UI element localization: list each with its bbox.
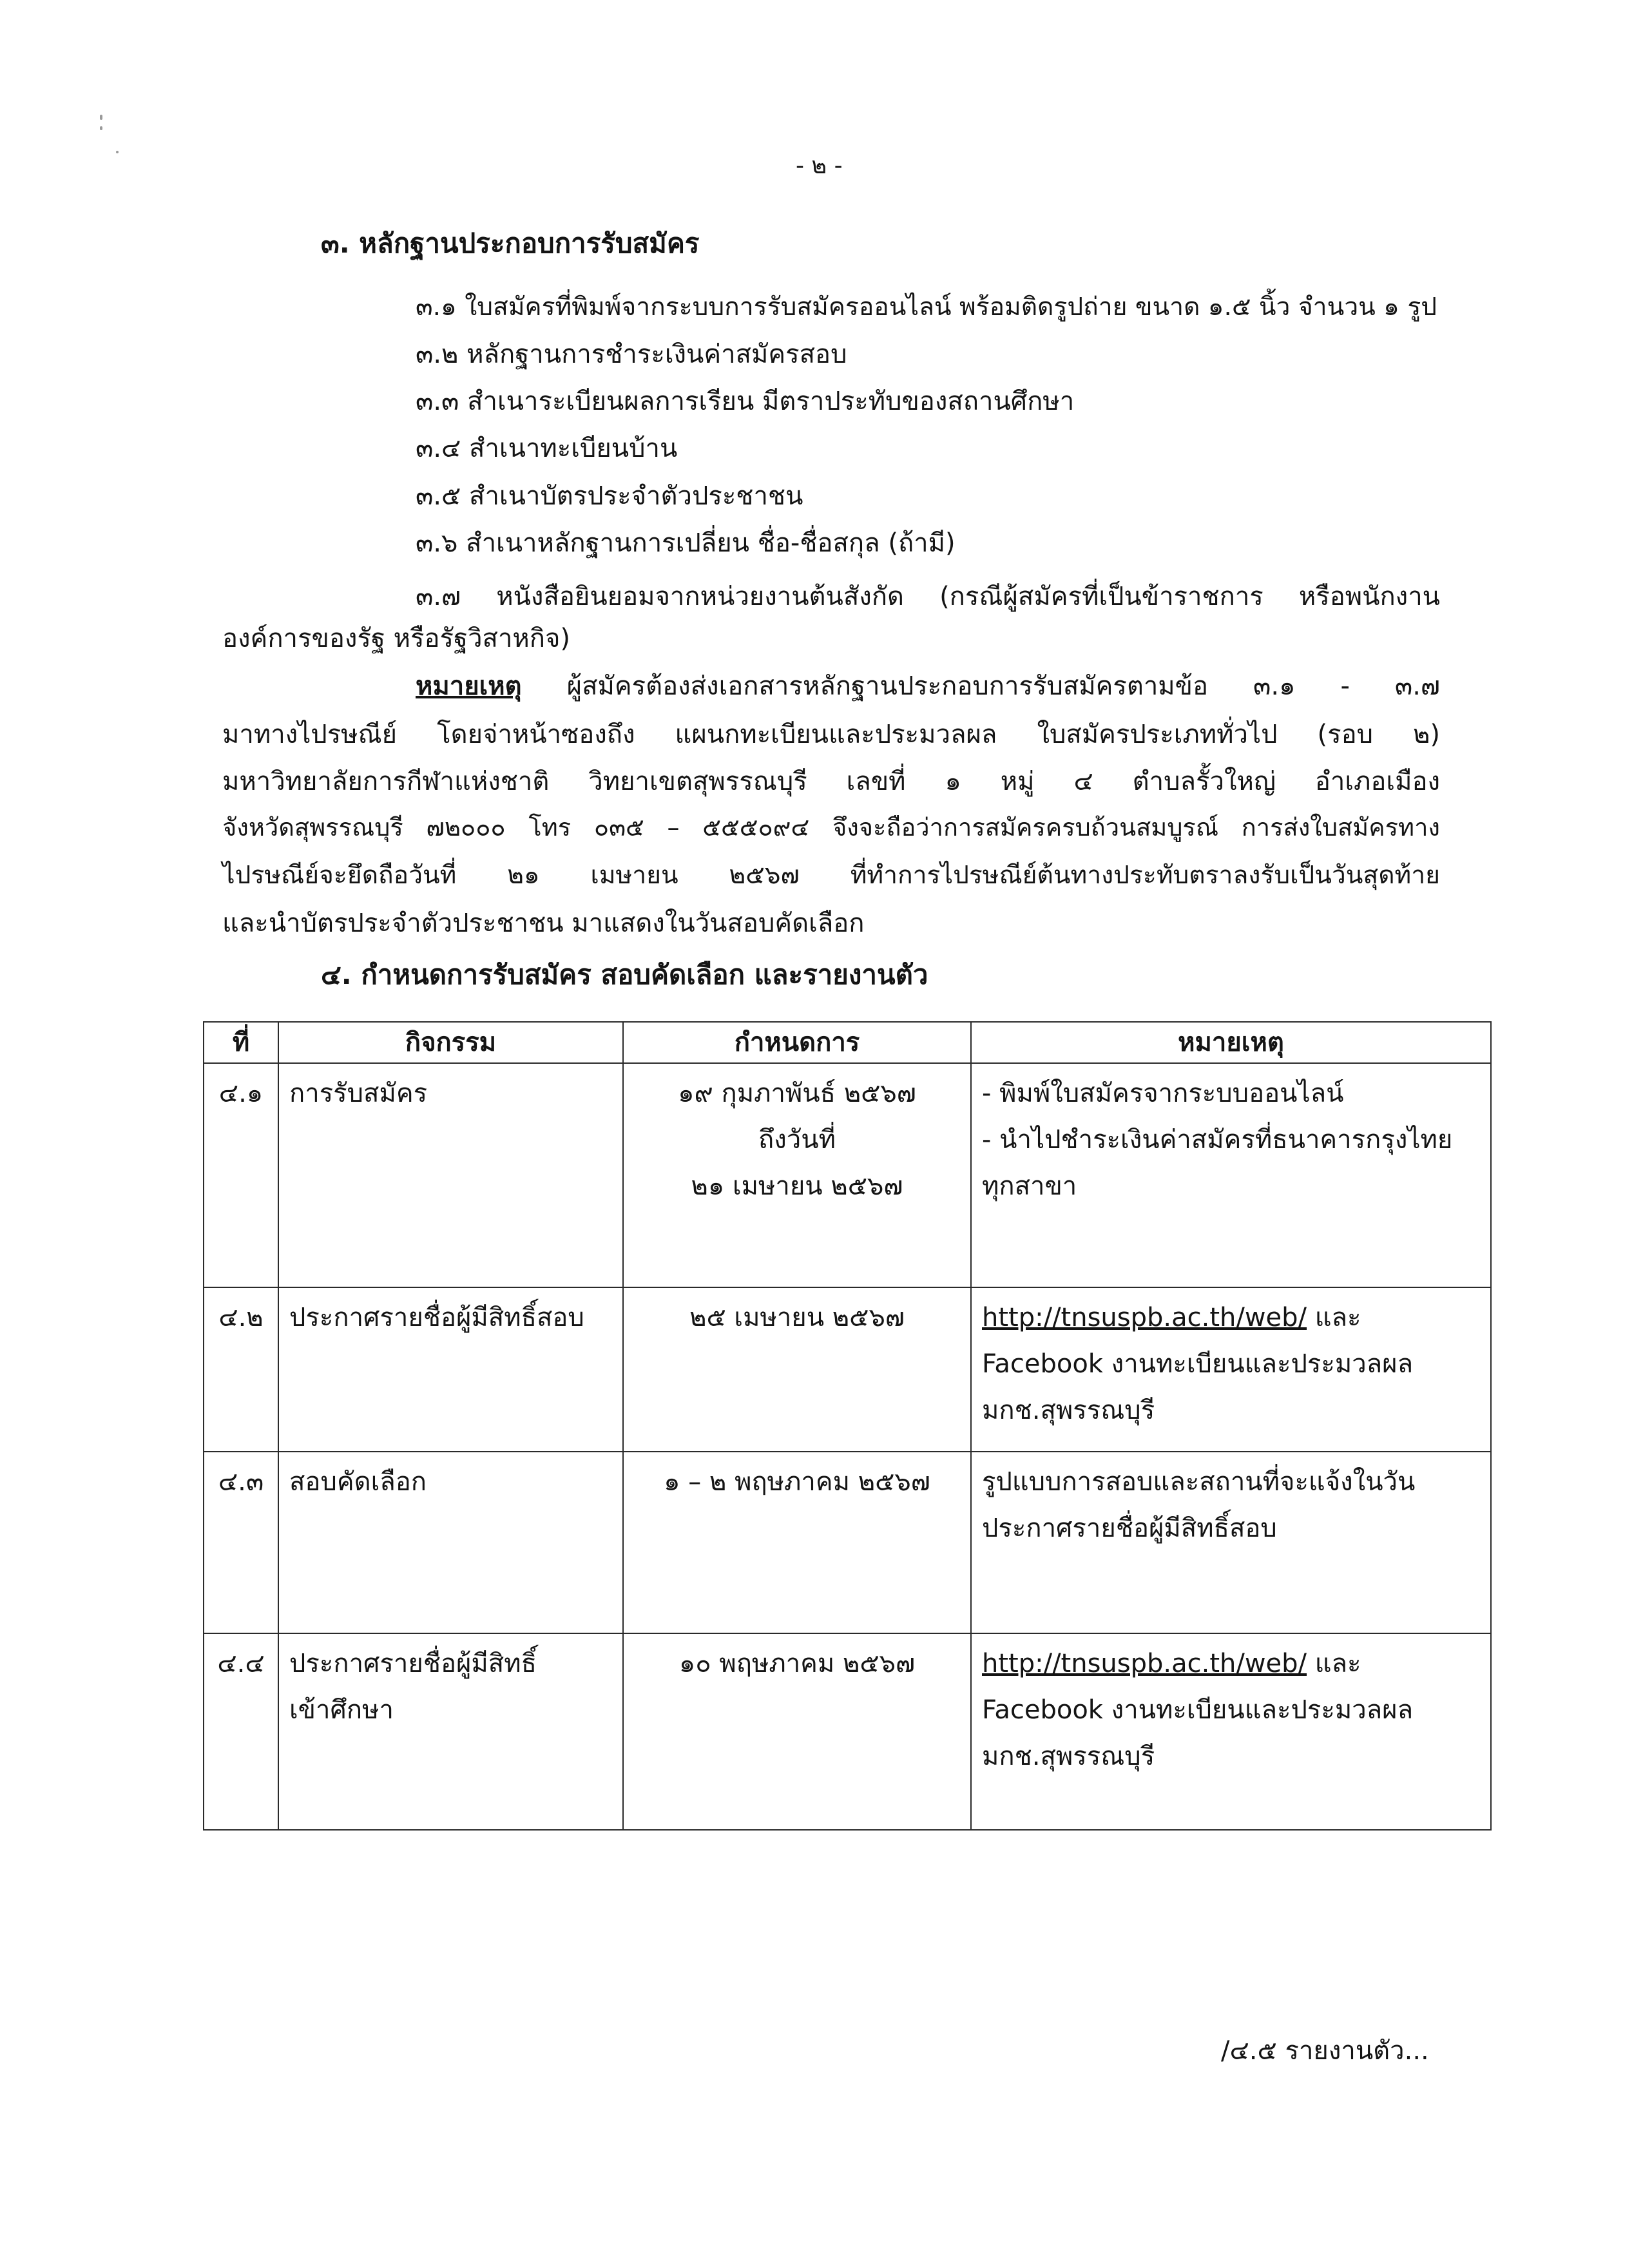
requirement-item-3-5: ๓.๕ สำเนาบัตรประจำตัวประชาชน <box>416 481 803 511</box>
remark-line: มกช.สุพรรณบุรี <box>982 1396 1155 1425</box>
schedule-line: ถึงวันที่ <box>758 1125 836 1155</box>
requirement-item-3-6: ๓.๖ สำเนาหลักฐานการเปลี่ยน ชื่อ-ชื่อสกุล (ถ้ามี) <box>416 528 956 558</box>
row-activity <box>278 1633 623 1830</box>
section-3-heading: ๓. หลักฐานประกอบการรับสมัคร <box>321 227 700 259</box>
scan-speck <box>100 126 102 130</box>
note-label: หมายเหตุ <box>416 671 522 701</box>
activity-line: ประกาศรายชื่อผู้มีสิทธิ์ <box>289 1649 537 1678</box>
schedule-line: ๑๐ พฤษภาคม ๒๕๖๗ <box>678 1649 916 1678</box>
note-line: มหาวิทยาลัยการกีฬาแห่งชาติ วิทยาเขตสุพรรณบุรี เลขที่ ๑ หมู่ ๔ ตำบลรั้วใหญ่ อำเภอเมือง <box>222 767 1440 796</box>
column-header-activity: กิจกรรม <box>278 1022 623 1063</box>
table-row <box>204 1287 1491 1452</box>
activity-line: เข้าศึกษา <box>289 1695 394 1725</box>
row-remark <box>971 1287 1491 1452</box>
remark-line: ประกาศรายชื่อผู้มีสิทธิ์สอบ <box>982 1514 1277 1543</box>
remark-line: - นำไปชำระเงินค่าสมัครที่ธนาคารกรุงไทย <box>982 1125 1453 1155</box>
requirement-item-3-1: ๓.๑ ใบสมัครที่พิมพ์จากระบบการรับสมัครออนไลน์ พร้อมติดรูปถ่าย ขนาด ๑.๕ นิ้ว จำนวน ๑ รูป <box>416 293 1437 322</box>
row-schedule <box>623 1287 971 1452</box>
remark-line: ทุกสาขา <box>982 1171 1077 1201</box>
continuation-note: /๔.๕ รายงานตัว... <box>1221 2036 1429 2066</box>
requirement-item-3-7: ๓.๗ หนังสือยินยอมจากหน่วยงานต้นสังกัด (กรณีผู้สมัครที่เป็นข้าราชการ หรือพนักงาน <box>416 582 1440 611</box>
remark-line: Facebook งานทะเบียนและประมวลผล <box>982 1349 1414 1379</box>
row-activity <box>278 1287 623 1452</box>
row-activity <box>278 1063 623 1287</box>
activity-line: สอบคัดเลือก <box>289 1467 427 1497</box>
website-link[interactable]: http://tnsuspb.ac.th/web/ <box>982 1303 1307 1332</box>
schedule-line: ๑๙ กุมภาพันธ์ ๒๕๖๗ <box>678 1079 916 1108</box>
note-line: ไปรษณีย์จะยึดถือวันที่ ๒๑ เมษายน ๒๕๖๗ ที่ทำการไปรษณีย์ต้นทางประทับตราลงรับเป็นวันสุดท้าย <box>222 861 1440 890</box>
remark-link-line <box>982 1640 1480 1687</box>
row-schedule <box>623 1063 971 1287</box>
requirement-item-3-7-continued: องค์การของรัฐ หรือรัฐวิสาหกิจ) <box>222 624 571 653</box>
row-remark <box>971 1452 1491 1633</box>
row-number: ๔.๓ <box>204 1452 278 1633</box>
column-header-remark: หมายเหตุ <box>971 1022 1491 1063</box>
scan-speck <box>116 151 119 153</box>
table-header-row <box>204 1022 1491 1063</box>
requirement-item-3-3: ๓.๓ สำเนาระเบียนผลการเรียน มีตราประทับของสถานศึกษา <box>416 387 1075 416</box>
row-remark <box>971 1633 1491 1830</box>
column-header-no: ที่ <box>204 1022 278 1063</box>
requirement-item-3-2: ๓.๒ หลักฐานการชำระเงินค่าสมัครสอบ <box>416 340 847 369</box>
row-schedule <box>623 1452 971 1633</box>
note-line-last: และนำบัตรประจำตัวประชาชน มาแสดงในวันสอบคัดเลือก <box>222 908 865 938</box>
row-activity <box>278 1452 623 1633</box>
website-link[interactable]: http://tnsuspb.ac.th/web/ <box>982 1649 1307 1678</box>
remark-link-suffix: และ <box>1307 1649 1361 1678</box>
row-schedule <box>623 1633 971 1830</box>
note-paragraph-first-line <box>416 665 1440 706</box>
remark-line: - พิมพ์ใบสมัครจากระบบออนไลน์ <box>982 1079 1344 1108</box>
note-line: จังหวัดสุพรรณบุรี ๗๒๐๐๐ โทร ๐๓๕ – ๕๕๕๐๙๔ จึงจะถือว่าการสมัครครบถ้วนสมบูรณ์ การส่งใบสมัครทาง <box>222 813 1440 841</box>
page-number: - ๒ - <box>796 153 843 179</box>
schedule-table <box>203 1021 1492 1831</box>
remark-line: Facebook งานทะเบียนและประมวลผล <box>982 1695 1414 1725</box>
section-4-heading: ๔. กำหนดการรับสมัคร สอบคัดเลือก และรายงานตัว <box>321 959 928 990</box>
schedule-line: ๒๑ เมษายน ๒๕๖๗ <box>691 1171 903 1201</box>
scan-speck <box>100 115 102 120</box>
column-header-schedule: กำหนดการ <box>623 1022 971 1063</box>
schedule-line: ๑ – ๒ พฤษภาคม ๒๕๖๗ <box>664 1467 930 1497</box>
activity-line: ประกาศรายชื่อผู้มีสิทธิ์สอบ <box>289 1303 584 1332</box>
row-remark <box>971 1063 1491 1287</box>
table-row <box>204 1452 1491 1633</box>
note-line: มาทางไปรษณีย์ โดยจ่าหน้าซองถึง แผนกทะเบียนและประมวลผล ใบสมัครประเภททั่วไป (รอบ ๒) <box>222 720 1440 749</box>
remark-line: รูปแบบการสอบและสถานที่จะแจ้งในวัน <box>982 1467 1416 1497</box>
note-text: ผู้สมัครต้องส่งเอกสารหลักฐานประกอบการรับสมัครตามข้อ ๓.๑ - ๓.๗ <box>521 671 1440 701</box>
requirement-item-3-4: ๓.๔ สำเนาทะเบียนบ้าน <box>416 434 678 463</box>
table-row <box>204 1633 1491 1830</box>
row-number: ๔.๒ <box>204 1287 278 1452</box>
remark-link-suffix: และ <box>1307 1303 1361 1332</box>
remark-link-line <box>982 1294 1480 1341</box>
row-number: ๔.๔ <box>204 1633 278 1830</box>
schedule-line: ๒๕ เมษายน ๒๕๖๗ <box>689 1303 905 1332</box>
row-number: ๔.๑ <box>204 1063 278 1287</box>
remark-line: มกช.สุพรรณบุรี <box>982 1742 1155 1771</box>
table-row <box>204 1063 1491 1287</box>
activity-line: การรับสมัคร <box>289 1079 428 1108</box>
